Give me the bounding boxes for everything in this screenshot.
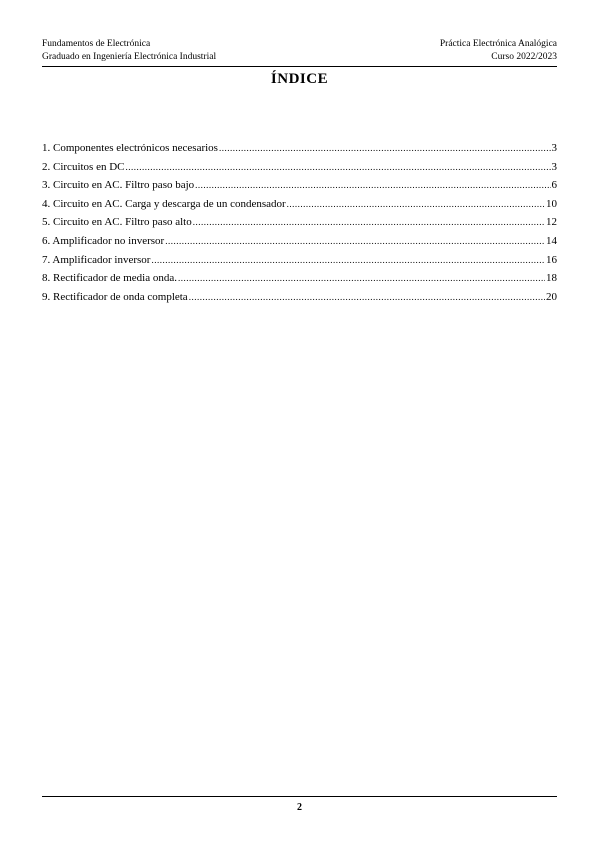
header-right [440, 38, 557, 64]
toc-entry-page: 18 [546, 272, 557, 285]
toc-entry-page: 6 [551, 179, 557, 192]
toc-entry[interactable] [42, 251, 557, 270]
toc-entry-title: 4. Circuito en AC. Carga y descarga de un condensador [42, 197, 286, 210]
toc-entry[interactable] [42, 288, 557, 307]
toc-entry-page: 14 [546, 234, 557, 247]
toc-entry-title: 2. Circuitos en DC [42, 160, 125, 173]
toc-dot-leader [287, 195, 545, 214]
toc-entry-title: 1. Componentes electrónicos necesarios [42, 142, 218, 154]
toc-dot-leader [165, 232, 545, 251]
toc-entry-page: 20 [546, 290, 557, 303]
toc-entry-title: 8. Rectificador de media onda. [42, 272, 178, 285]
toc-entry[interactable] [42, 269, 557, 288]
toc-dot-leader [189, 288, 545, 307]
toc-dot-leader [193, 213, 545, 232]
table-of-contents [42, 139, 557, 306]
toc-dot-leader [151, 251, 545, 270]
page-footer [42, 796, 557, 813]
toc-entry[interactable] [42, 139, 557, 158]
toc-entry[interactable] [42, 158, 557, 177]
toc-entry-title: 5. Circuito en AC. Filtro paso alto [42, 216, 192, 229]
toc-entry-page: 3 [551, 142, 557, 154]
academic-year: Curso 2022/2023 [491, 52, 557, 62]
toc-entry[interactable] [42, 232, 557, 251]
toc-entry[interactable] [42, 213, 557, 232]
toc-dot-leader [178, 269, 545, 288]
practice-name: Práctica Electrónica Analógica [439, 39, 557, 49]
course-name: Fundamentos de Electrónica [42, 39, 151, 49]
degree-name: Graduado en Ingeniería Electrónica Industrial [42, 52, 217, 62]
toc-entry-title: 7. Amplificador inversor [42, 253, 151, 266]
toc-entry-title: 6. Amplificador no inversor [42, 234, 165, 247]
toc-entry[interactable] [42, 176, 557, 195]
header-left [42, 38, 216, 64]
toc-entry-page: 16 [546, 253, 557, 266]
toc-dot-leader [219, 139, 551, 158]
toc-entry-page: 3 [551, 160, 557, 173]
page-number: 2 [297, 802, 302, 813]
toc-entry-title: 3. Circuito en AC. Filtro paso bajo [42, 179, 195, 192]
toc-entry-page: 12 [546, 216, 557, 229]
page-header [42, 38, 557, 67]
toc-entry-title: 9. Rectificador de onda completa [42, 290, 188, 303]
page-title: ÍNDICE [270, 71, 329, 87]
toc-dot-leader [126, 158, 551, 177]
toc-entry-page: 10 [546, 197, 557, 210]
toc-entry[interactable] [42, 195, 557, 214]
toc-dot-leader [195, 176, 550, 195]
